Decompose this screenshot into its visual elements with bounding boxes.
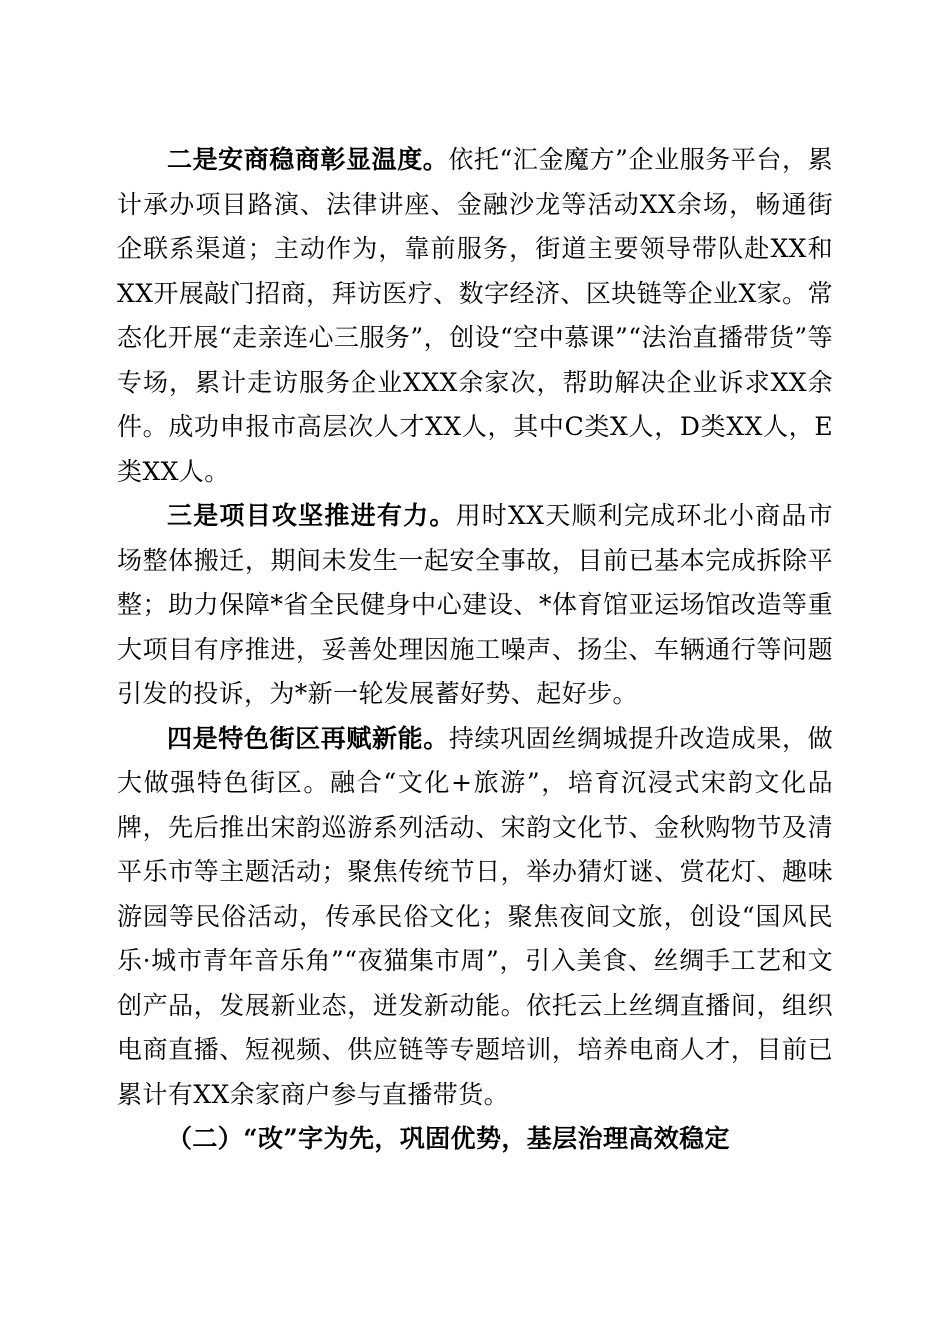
paragraph-lead: 四是特色街区再赋新能。 [167, 723, 449, 753]
paragraph-lead: 三是项目攻坚推进有力。 [167, 501, 456, 530]
paragraph-text: 用时XX天顺利完成环北小商品市场整体搬迁，期间未发生一起安全事故，目前已基本完成拆除平整；助力保障*省全民健身中心建设、*体育馆亚运场馆改造等重大项目有序推进，妥善处理因施工噪声、扬尘、车辆通行等问题引发的投诉，为*新一轮发展蓄好势、起好步。 [117, 501, 833, 708]
paragraph-lead: 二是安商稳商彰显温度。 [167, 145, 449, 174]
document-body [117, 138, 833, 1162]
paragraph-text: 持续巩固丝绸城提升改造成果，做大做强特色街区。融合“文化+旅游”，培育沉浸式宋韵文化品牌，先后推出宋韵巡游系列活动、宋韵文化节、金秋购物节及清平乐市等主题活动；聚焦传统节日，举办猜灯谜、赏花灯、趣味游园等民俗活动，传承民俗文化；聚焦夜间文旅，创设“国风民乐·城市青年音乐角”“夜猫集市周”，引入美食、丝绸手工艺和文创产品，发展新业态，迸发新动能。依托云上丝绸直播间，组织电商直播、短视频、供应链等专题培训，培养电商人才，目前已累计有XX余家商户参与直播带货。 [117, 723, 833, 1109]
paragraph-feature-district [117, 717, 833, 1118]
paragraph-text: 依托“汇金魔方”企业服务平台，累计承办项目路演、法律讲座、金融沙龙等活动XX余场，畅通街企联系渠道；主动作为，靠前服务，街道主要领导带队赴XX和XX开展敲门招商，拜访医疗、数字经济、区块链等企业X家。常态化开展“走亲连心三服务”，创设“空中慕课”“法治直播带货”等专场，累计走访服务企业XXX余家次，帮助解决企业诉求XX余件。成功申报市高层次人才XX人，其中C类X人，D类XX人，E类XX人。 [117, 145, 833, 486]
paragraph-project-push [117, 494, 833, 717]
paragraph-business-service [117, 138, 833, 494]
section-heading: （二）“改”字为先，巩固优势，基层治理高效稳定 [167, 1124, 730, 1153]
